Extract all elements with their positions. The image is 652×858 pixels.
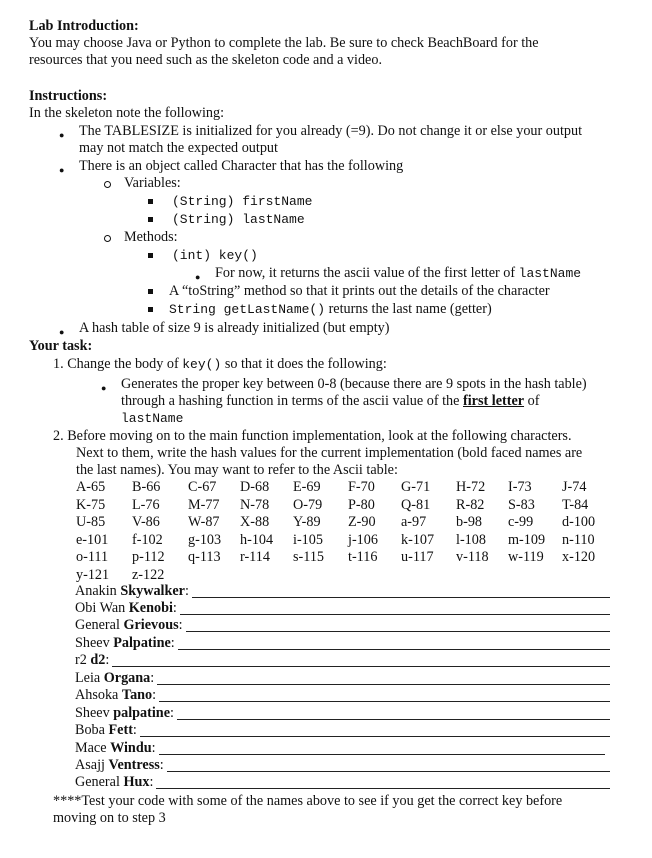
character-name: General Hux:: [75, 774, 154, 790]
ascii-table: [76, 479, 612, 584]
character-last-name: Windu: [110, 740, 152, 756]
character-first-name: Ahsoka: [75, 687, 122, 703]
ascii-row: [76, 567, 612, 585]
answer-blank[interactable]: [192, 597, 610, 598]
answer-blank[interactable]: [112, 666, 610, 667]
ascii-cell: S-83: [508, 496, 535, 513]
ascii-cell: A-65: [76, 479, 106, 495]
task-step-1-detail-1: Generates the proper key between 0-8 (because there are 9 spots in the hash table): [121, 376, 587, 392]
ascii-cell: j-106: [348, 531, 378, 548]
character-last-name: Kenobi: [128, 600, 173, 616]
ascii-cell: U-85: [76, 514, 106, 530]
instructions-lead: In the skeleton note the following:: [29, 105, 225, 121]
character-answer-row: [75, 600, 610, 618]
ascii-cell: e-101: [76, 531, 109, 548]
ascii-cell: G-71: [401, 479, 431, 495]
bullet-icon: ●: [59, 130, 65, 140]
character-first-name: General: [75, 774, 124, 790]
var-lastname: (String) lastName: [172, 212, 305, 227]
ascii-cell: P-80: [348, 496, 375, 513]
note-hashtable: A hash table of size 9 is already initialized (but empty): [79, 320, 390, 336]
ascii-cell: J-74: [562, 479, 587, 495]
answer-blank[interactable]: [177, 719, 610, 720]
character-name: Asajj Ventress:: [75, 757, 164, 773]
ascii-cell: c-99: [508, 514, 534, 530]
ascii-cell: r-114: [240, 549, 270, 565]
ascii-cell: Q-81: [401, 496, 431, 513]
character-first-name: Sheev: [75, 635, 114, 651]
character-name: Obi Wan Kenobi:: [75, 600, 177, 616]
ascii-cell: W-87: [188, 514, 220, 530]
character-name: Ahsoka Tano:: [75, 687, 157, 703]
ascii-cell: m-109: [508, 531, 546, 548]
character-name: Anakin Skywalker:: [75, 583, 189, 599]
character-name: Sheev palpatine:: [75, 705, 174, 721]
ascii-cell: y-121: [76, 566, 110, 583]
method-tostring: A “toString” method so that it prints out the details of the character: [169, 283, 550, 299]
instructions-heading: Instructions:: [29, 88, 108, 104]
bullet-icon: ●: [59, 165, 65, 175]
ascii-cell: D-68: [240, 479, 270, 495]
ascii-cell: H-72: [456, 479, 486, 495]
character-answer-row: [75, 757, 610, 775]
character-first-name: Mace: [75, 740, 111, 756]
character-last-name: Grievous: [123, 617, 179, 633]
character-answer-row: [75, 617, 610, 635]
character-name: Leia Organa:: [75, 670, 155, 686]
character-name: Boba Fett:: [75, 722, 137, 738]
ascii-cell: x-120: [562, 549, 596, 565]
ascii-cell: E-69: [293, 479, 321, 495]
ascii-cell: Z-90: [348, 514, 376, 530]
ascii-cell: L-76: [132, 496, 160, 513]
note-tablesize-1: The TABLESIZE is initialized for you already (=9). Do not change it or else your output: [79, 123, 583, 139]
ascii-cell: b-98: [456, 514, 483, 530]
ascii-cell: w-119: [508, 549, 544, 565]
character-first-name: Sheev: [75, 705, 114, 721]
character-answer-row: [75, 583, 610, 601]
ascii-cell: z-122: [132, 566, 165, 583]
character-answer-row: [75, 670, 610, 688]
character-first-name: Boba: [75, 722, 109, 738]
ascii-cell: Y-89: [293, 514, 321, 530]
character-answer-row: [75, 740, 605, 758]
character-first-name: General: [75, 617, 124, 633]
character-name: General Grievous:: [75, 617, 183, 633]
footer-note-1: ****Test your code with some of the names above to see if you get the correct key before: [53, 793, 563, 809]
character-answer-row: [75, 774, 610, 792]
character-answer-row: [75, 705, 610, 723]
character-first-name: Anakin: [75, 583, 121, 599]
ascii-cell: n-110: [562, 531, 595, 548]
character-last-name: Hux: [123, 774, 150, 790]
task-heading: Your task:: [29, 338, 93, 354]
task-step-1-detail-2: through a hashing function in terms of the ascii value of the first letter of: [121, 393, 540, 409]
ascii-cell: X-88: [240, 514, 270, 530]
ascii-cell: T-84: [562, 496, 589, 513]
task-step-1: 1. Change the body of key() so that it does the following:: [53, 356, 387, 372]
ascii-cell: t-116: [348, 549, 378, 565]
ascii-cell: R-82: [456, 496, 485, 513]
ascii-row: [76, 514, 612, 532]
bullet-icon: ●: [59, 327, 65, 337]
answer-blank[interactable]: [186, 631, 610, 632]
ascii-cell: a-97: [401, 514, 427, 530]
answer-blank[interactable]: [180, 614, 610, 615]
ascii-row: [76, 497, 612, 515]
ascii-cell: q-113: [188, 549, 221, 565]
method-getlastname: String getLastName() returns the last name (getter): [169, 301, 492, 317]
square-bullet-icon: [148, 217, 153, 222]
task-step-2-line-3: the last names). You may want to refer to the Ascii table:: [76, 462, 398, 478]
ascii-cell: M-77: [188, 496, 220, 513]
square-bullet-icon: [148, 307, 153, 312]
character-last-name: Organa: [103, 670, 151, 686]
ascii-cell: F-70: [348, 479, 375, 495]
var-firstname: (String) firstName: [172, 194, 313, 209]
ascii-cell: O-79: [293, 496, 323, 513]
intro-line-2: resources that you need such as the skeleton code and a video.: [29, 52, 382, 68]
methods-label: Methods:: [124, 229, 178, 245]
answer-blank[interactable]: [159, 754, 605, 755]
ascii-cell: o-111: [76, 549, 109, 565]
answer-blank[interactable]: [167, 771, 610, 772]
ascii-cell: f-102: [132, 531, 163, 548]
character-answer-row: [75, 652, 610, 670]
character-first-name: r2: [75, 652, 91, 668]
ascii-cell: C-67: [188, 479, 217, 495]
bullet-icon: ●: [195, 272, 201, 282]
intro-line-1: You may choose Java or Python to complete the lab. Be sure to check BeachBoard for the: [29, 35, 539, 51]
character-last-name: Skywalker: [120, 583, 185, 599]
character-last-name: Palpatine: [113, 635, 171, 651]
ascii-cell: v-118: [456, 549, 489, 565]
answer-blank[interactable]: [156, 788, 610, 789]
method-key-note: For now, it returns the ascii value of the first letter of lastName: [215, 265, 582, 281]
character-first-name: Obi Wan: [75, 600, 129, 616]
ascii-cell: u-117: [401, 549, 434, 565]
character-last-name: Ventress: [108, 757, 160, 773]
character-name: r2 d2:: [75, 652, 110, 668]
character-answer-row: [75, 635, 610, 653]
ascii-cell: l-108: [456, 531, 486, 548]
ascii-cell: k-107: [401, 531, 435, 548]
character-answer-row: [75, 687, 610, 705]
ascii-cell: g-103: [188, 531, 222, 548]
ascii-cell: V-86: [132, 514, 160, 530]
ascii-cell: h-104: [240, 531, 274, 548]
ascii-cell: p-112: [132, 549, 165, 565]
ascii-cell: K-75: [76, 496, 106, 513]
character-first-name: Leia: [75, 670, 104, 686]
ascii-cell: d-100: [562, 514, 596, 530]
ascii-cell: s-115: [293, 549, 325, 565]
task-step-1-detail-3: lastName: [121, 411, 184, 426]
note-character: There is an object called Character that has the following: [79, 158, 404, 174]
task-step-2-line-2: Next to them, write the hash values for the current implementation (bold faced names are: [76, 445, 583, 461]
character-last-name: d2: [90, 652, 106, 668]
note-tablesize-2: may not match the expected output: [79, 140, 278, 156]
ascii-cell: I-73: [508, 479, 532, 495]
character-last-name: Fett: [108, 722, 133, 738]
character-last-name: Tano: [121, 687, 153, 703]
variables-label: Variables:: [124, 175, 181, 191]
square-bullet-icon: [148, 199, 153, 204]
ascii-cell: N-78: [240, 496, 270, 513]
answer-blank[interactable]: [157, 684, 610, 685]
circle-bullet-icon: [104, 181, 111, 188]
character-last-name: palpatine: [113, 705, 170, 721]
character-name: Mace Windu:: [75, 740, 156, 756]
answer-blank[interactable]: [159, 701, 610, 702]
square-bullet-icon: [148, 289, 153, 294]
character-answer-row: [75, 722, 610, 740]
method-key: (int) key(): [172, 248, 258, 263]
footer-note-2: moving on to step 3: [53, 810, 166, 826]
intro-heading: Lab Introduction:: [29, 18, 139, 34]
bullet-icon: ●: [101, 383, 107, 393]
ascii-cell: B-66: [132, 479, 161, 495]
square-bullet-icon: [148, 253, 153, 258]
ascii-row: [76, 549, 612, 567]
ascii-row: [76, 532, 612, 550]
answer-blank[interactable]: [140, 736, 610, 737]
ascii-cell: i-105: [293, 531, 323, 548]
ascii-row: [76, 479, 612, 497]
task-step-2-line-1: 2. Before moving on to the main function implementation, look at the following characters.: [53, 428, 572, 444]
answer-blank[interactable]: [178, 649, 610, 650]
circle-bullet-icon: [104, 235, 111, 242]
character-first-name: Asajj: [75, 757, 109, 773]
character-name: Sheev Palpatine:: [75, 635, 175, 651]
